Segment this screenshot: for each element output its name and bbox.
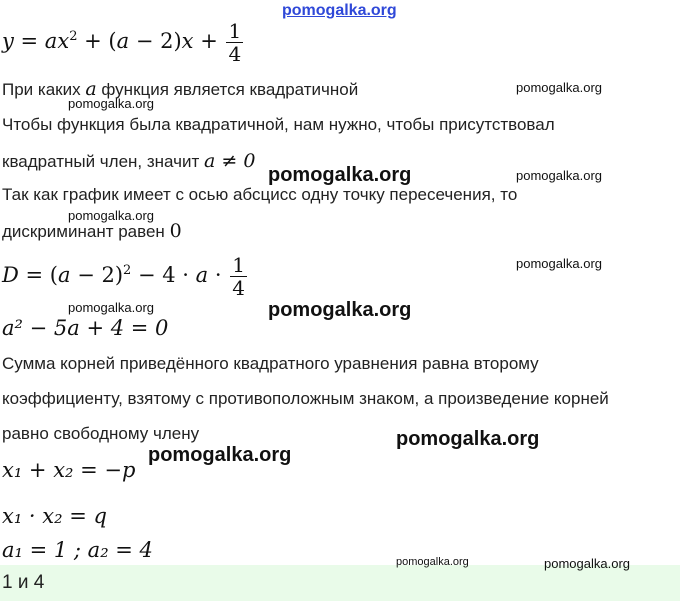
function-equation: $y = ax^2 + (a - 2)x$ + $\frac{1}{4}$	[2, 19, 242, 66]
discriminant-equation: $D = (a - 2)^2 - 4 \cdot a$ · $\frac{1}{4}$	[2, 253, 245, 300]
watermark: pomogalka.org	[68, 208, 154, 223]
paragraph-line: коэффициенту, взятому с противоположным знаком, а произведение корней	[2, 389, 609, 408]
watermark: pomogalka.org	[516, 256, 602, 271]
question-text: При каких a функция является квадратичной	[2, 78, 359, 100]
watermark: pomogalka.org	[268, 164, 412, 186]
watermark: pomogalka.org	[396, 556, 469, 568]
watermark: pomogalka.org	[516, 168, 602, 183]
vieta-product: x₁ · x₂ = q	[2, 504, 107, 528]
paragraph-line: Сумма корней приведённого квадратного уравнения равна второму	[2, 354, 539, 373]
paragraph-line: Чтобы функция была квадратичной, нам нужно, чтобы присутствовал	[2, 115, 555, 134]
vieta-sum: x₁ + x₂ = −p	[2, 458, 136, 482]
watermark: pomogalka.org	[396, 428, 540, 450]
quadratic-equation: a² − 5a + 4 = 0	[2, 316, 169, 340]
watermark: pomogalka.org	[516, 80, 602, 95]
watermark: pomogalka.org	[148, 444, 292, 466]
watermark: pomogalka.org	[68, 96, 154, 111]
paragraph-line: квадратный член, значит a ≠ 0	[2, 150, 256, 172]
paragraph-line: Так как график имеет с осью абсцисс одну точку пересечения, то	[2, 185, 518, 204]
roots: a₁ = 1 ; a₂ = 4	[2, 538, 153, 562]
watermark: pomogalka.org	[544, 556, 630, 571]
paragraph-line: равно свободному члену	[2, 424, 200, 443]
answer-text: 1 и 4	[2, 572, 45, 593]
watermark: pomogalka.org	[268, 299, 412, 321]
watermark-link[interactable]: pomogalka.org	[282, 2, 397, 19]
watermark: pomogalka.org	[68, 300, 154, 315]
paragraph-line: дискриминант равен 0	[2, 220, 182, 242]
